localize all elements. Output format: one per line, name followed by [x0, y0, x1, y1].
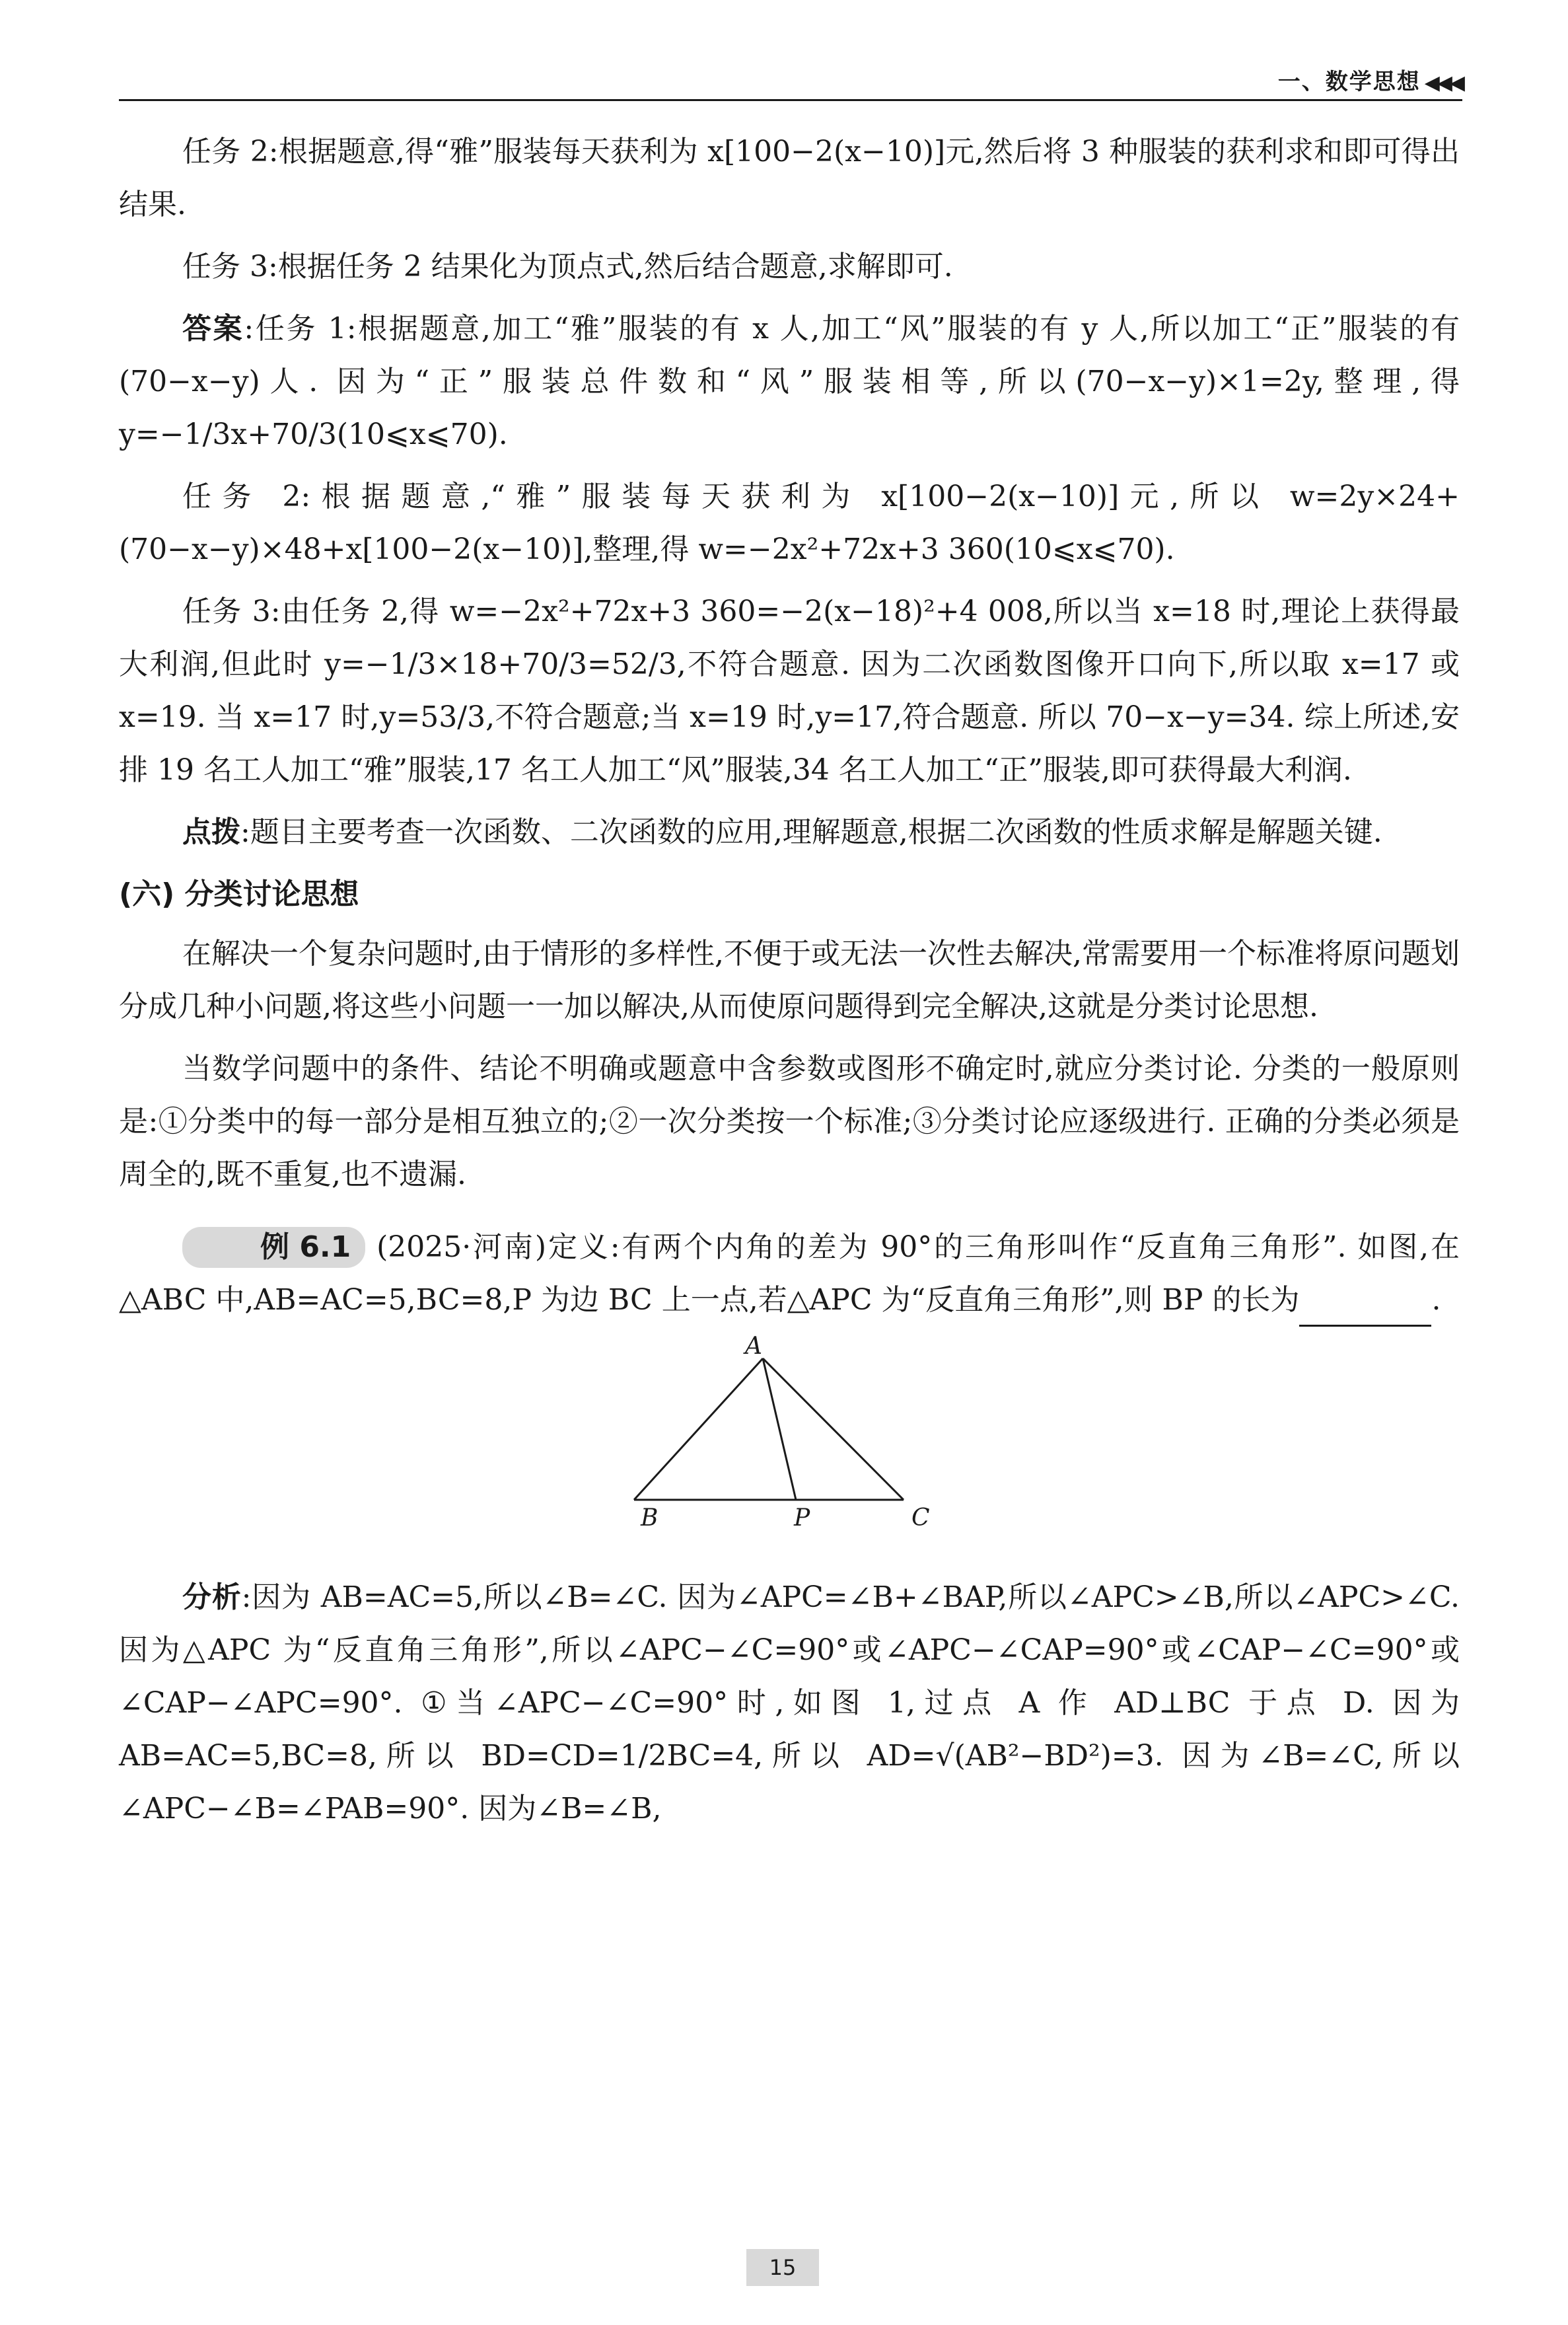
- paragraph-answer-task1: [119, 303, 1460, 461]
- page-number: 15: [746, 2249, 819, 2286]
- vertex-c-label: C: [911, 1504, 930, 1532]
- example-end: .: [1431, 1283, 1441, 1317]
- vertex-b-label: B: [641, 1504, 659, 1532]
- tip-label: 点拨: [182, 815, 240, 849]
- analysis-label: 分析: [182, 1580, 242, 1614]
- example-label: 例 6.1: [182, 1227, 365, 1268]
- paragraph-analysis: [119, 1571, 1460, 1835]
- page-header: [119, 59, 1462, 101]
- answer-label: 答案: [182, 312, 244, 346]
- example-problem: [119, 1221, 1460, 1327]
- paragraph-principles: 当数学问题中的条件、结论不明确或题意中含参数或图形不确定时,就应分类讨论. 分类的一般原则是:①分类中的每一部分是相互独立的;②一次分类按一个标准;③分类讨论应逐级进行. 正确的分类必须是周全的,既不重复,也不遗漏.: [119, 1052, 1460, 1191]
- page-content: [119, 126, 1460, 1845]
- triangle-figure: [119, 1333, 1460, 1558]
- paragraph-task3-hint: 任务 3:根据任务 2 结果化为顶点式,然后结合题意,求解即可.: [182, 250, 953, 283]
- answer-text: :任务 1:根据题意,加工“雅”服装的有 x 人,加工“风”服装的有 y 人,所以加工“正”服装的有(70−x−y)人. 因为“正”服装总件数和“风”服装相等,所以(70−x−y)×1=2y,整理,得 y=−1/3x+70/3(10⩽x⩽70).: [119, 312, 1460, 451]
- paragraph-task2-hint: 任务 2:根据题意,得“雅”服装每天获利为 x[100−2(x−10)]元,然后将 3 种服装的获利求和即可得出结果.: [119, 135, 1460, 221]
- paragraph-answer-task2: 任务 2:根据题意,“雅”服装每天获利为 x[100−2(x−10)]元,所以 w=2y×24+(70−x−y)×48+x[100−2(x−10)],整理,得 w=−2x²+72x+3 360(10⩽x⩽70).: [119, 480, 1460, 566]
- point-p-label: P: [794, 1504, 810, 1532]
- chapter-title-text: 一、数学思想: [1277, 69, 1421, 95]
- paragraph-definition: 在解决一个复杂问题时,由于情形的多样性,不便于或无法一次性去解决,常需要用一个标准将原问题划分成几种小问题,将这些小问题一一加以解决,从而使原问题得到完全解决,这就是分类讨论思想.: [119, 937, 1460, 1023]
- triple-arrow-icon: ◀◀◀: [1424, 71, 1462, 94]
- triangle-diagram: [627, 1340, 958, 1538]
- paragraph-tip: [119, 806, 1460, 859]
- tip-text: :题目主要考查一次函数、二次函数的应用,理解题意,根据二次函数的性质求解是解题关键.: [240, 815, 1382, 849]
- segment-ac: [763, 1358, 904, 1500]
- segment-ab: [634, 1358, 763, 1500]
- chapter-title: [1278, 63, 1462, 96]
- section-heading: (六) 分类讨论思想: [119, 877, 359, 911]
- example-text: (2025·河南)定义:有两个内角的差为 90°的三角形叫作“反直角三角形”. 如图,在△ABC 中,AB=AC=5,BC=8,P 为边 BC 上一点,若△APC 为“反直角三角形”,则 BP 的长为: [119, 1230, 1460, 1317]
- analysis-text: :因为 AB=AC=5,所以∠B=∠C. 因为∠APC=∠B+∠BAP,所以∠APC>∠B,所以∠APC>∠C. 因为△APC 为“反直角三角形”,所以∠APC−∠C=90°或∠APC−∠CAP=90°或∠CAP−∠C=90°或∠CAP−∠APC=90°. ①当∠APC−∠C=90°时,如图 1,过点 A 作 AD⊥BC 于点 D. 因为 AB=AC=5,BC=8,所以 BD=CD=1/2BC=4,所以 AD=√(AB²−BD²)=3. 因为∠B=∠C,所以∠APC−∠B=∠PAB=90°. 因为∠B=∠B,: [119, 1580, 1460, 1826]
- vertex-a-label: A: [745, 1333, 762, 1360]
- paragraph-answer-task3: 任务 3:由任务 2,得 w=−2x²+72x+3 360=−2(x−18)²+4 008,所以当 x=18 时,理论上获得最大利润,但此时 y=−1/3×18+70/3=52/3,不符合题意. 因为二次函数图像开口向下,所以取 x=17 或 x=19. 当 x=17 时,y=53/3,不符合题意;当 x=19 时,y=17,符合题意. 所以 70−x−y=34. 综上所述,安排 19 名工人加工“雅”服装,17 名工人加工“风”服装,34 名工人加工“正”服装,即可获得最大利润.: [119, 595, 1460, 787]
- segment-ap: [763, 1358, 796, 1500]
- answer-blank: [1299, 1290, 1431, 1327]
